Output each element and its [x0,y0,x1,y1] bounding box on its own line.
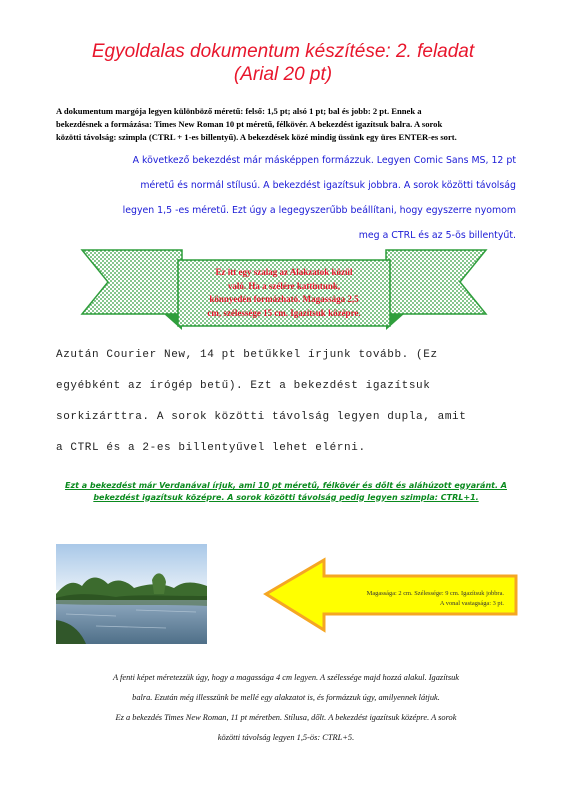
ribbon-text [182,266,386,320]
paragraph2-line: meg a CTRL és az 5-ös billentyűt. [358,230,516,241]
paragraph5-line: A fenti képet méretezzük úgy, hogy a magassága 4 cm legyen. A szélessége majd hozzá alakul. Igazítsuk [112,673,460,682]
arrow-text [314,589,504,609]
paragraph1-line: közötti távolság: szimpla (CTRL + 1-es billentyű). A bekezdések közé mindig üssünk egy üres ENTER-es sort. [56,132,457,142]
ribbon-right-tail [386,250,486,314]
paragraph2-line: legyen 1,5 -es méretű. Ezt úgy a legegyszerűbb beállítani, hogy egyszerre nyomom [122,205,516,216]
paragraph2-line: A következő bekezdést már másképpen formázzuk. Legyen Comic Sans MS, 12 pt [132,155,516,166]
paragraph5-line: közötti távolság legyen 1,5-ös: CTRL+5. [217,733,355,742]
paragraph1-line: A dokumentum margója legyen különböző méretű: felső: 1,5 pt; alsó 1 pt; bal és jobb: 2 pt. Ennek a [56,106,422,116]
ribbon-left-tail [82,250,182,314]
paragraph-courier-justify [56,340,516,464]
arrow-line-2: A vonal vastagsága: 3 pt. [439,600,504,607]
lake-photo[interactable] [56,544,207,644]
document-title [40,40,526,86]
ribbon-line: könnyedén formázható. Magassága 2,5 [209,294,359,304]
paragraph-times-bold [56,105,516,144]
paragraph2-line: méretű és normál stílusú. A bekezdést igazítsuk jobbra. A sorok közötti távolság [140,180,516,191]
title-line-2: (Arial 20 pt) [233,64,333,85]
paragraph-comic-right [56,148,516,248]
paragraph5-line: balra. Ezután még illesszünk be mellé egy alakzatot is, és formázzuk úgy, amilyennek látjuk. [132,693,440,702]
paragraph1-line: bekezdésnek a formázása: Times New Roman 10 pt méretű, félkövér. A bekezdést igazítsuk balra. A sorok [56,119,443,129]
ribbon-line: Ez itt egy szalag az Alakzatok közül [215,267,353,277]
ribbon-line: cm, szélessége 15 cm. Igazítsuk középre. [207,307,361,318]
ribbon-line: való. Ha a szélére kattintunk, [227,280,341,291]
paragraph-verdana-center: Ezt a bekezdést már Verdanával írjuk, ami 10 pt méretű, félkövér és dőlt és aláhúzott egyaránt. A bekezdést igazítsuk középre. A sorok közötti távolság pedig legyen szimpla: CTRL+1. [64,481,507,502]
lake-photo-image [56,544,207,644]
paragraph5-line: Ez a bekezdés Times New Roman, 11 pt méretben. Stílusa, dőlt. A bekezdést igazítsuk középre. A sorok [115,713,457,722]
paragraph3-line: Azután Courier New, 14 pt betűkkel írjunk tovább. (Ez [56,349,438,361]
paragraph3-line: sorkizárttra. A sorok közötti távolság legyen dupla, amit [56,411,467,423]
paragraph3-line: a CTRL és a 2-es billentyűvel lehet elérni. [56,442,366,454]
paragraph3-line: egyébként az írógép betű). Ezt a bekezdést igazítsuk [56,380,431,392]
title-line-1: Egyoldalas dokumentum készítése: 2. feladat [91,41,475,62]
arrow-line-1: Magassága: 2 cm. Szélessége: 9 cm. Igazítsuk jobbra. [366,590,504,597]
paragraph-times-italic-center [56,668,516,748]
